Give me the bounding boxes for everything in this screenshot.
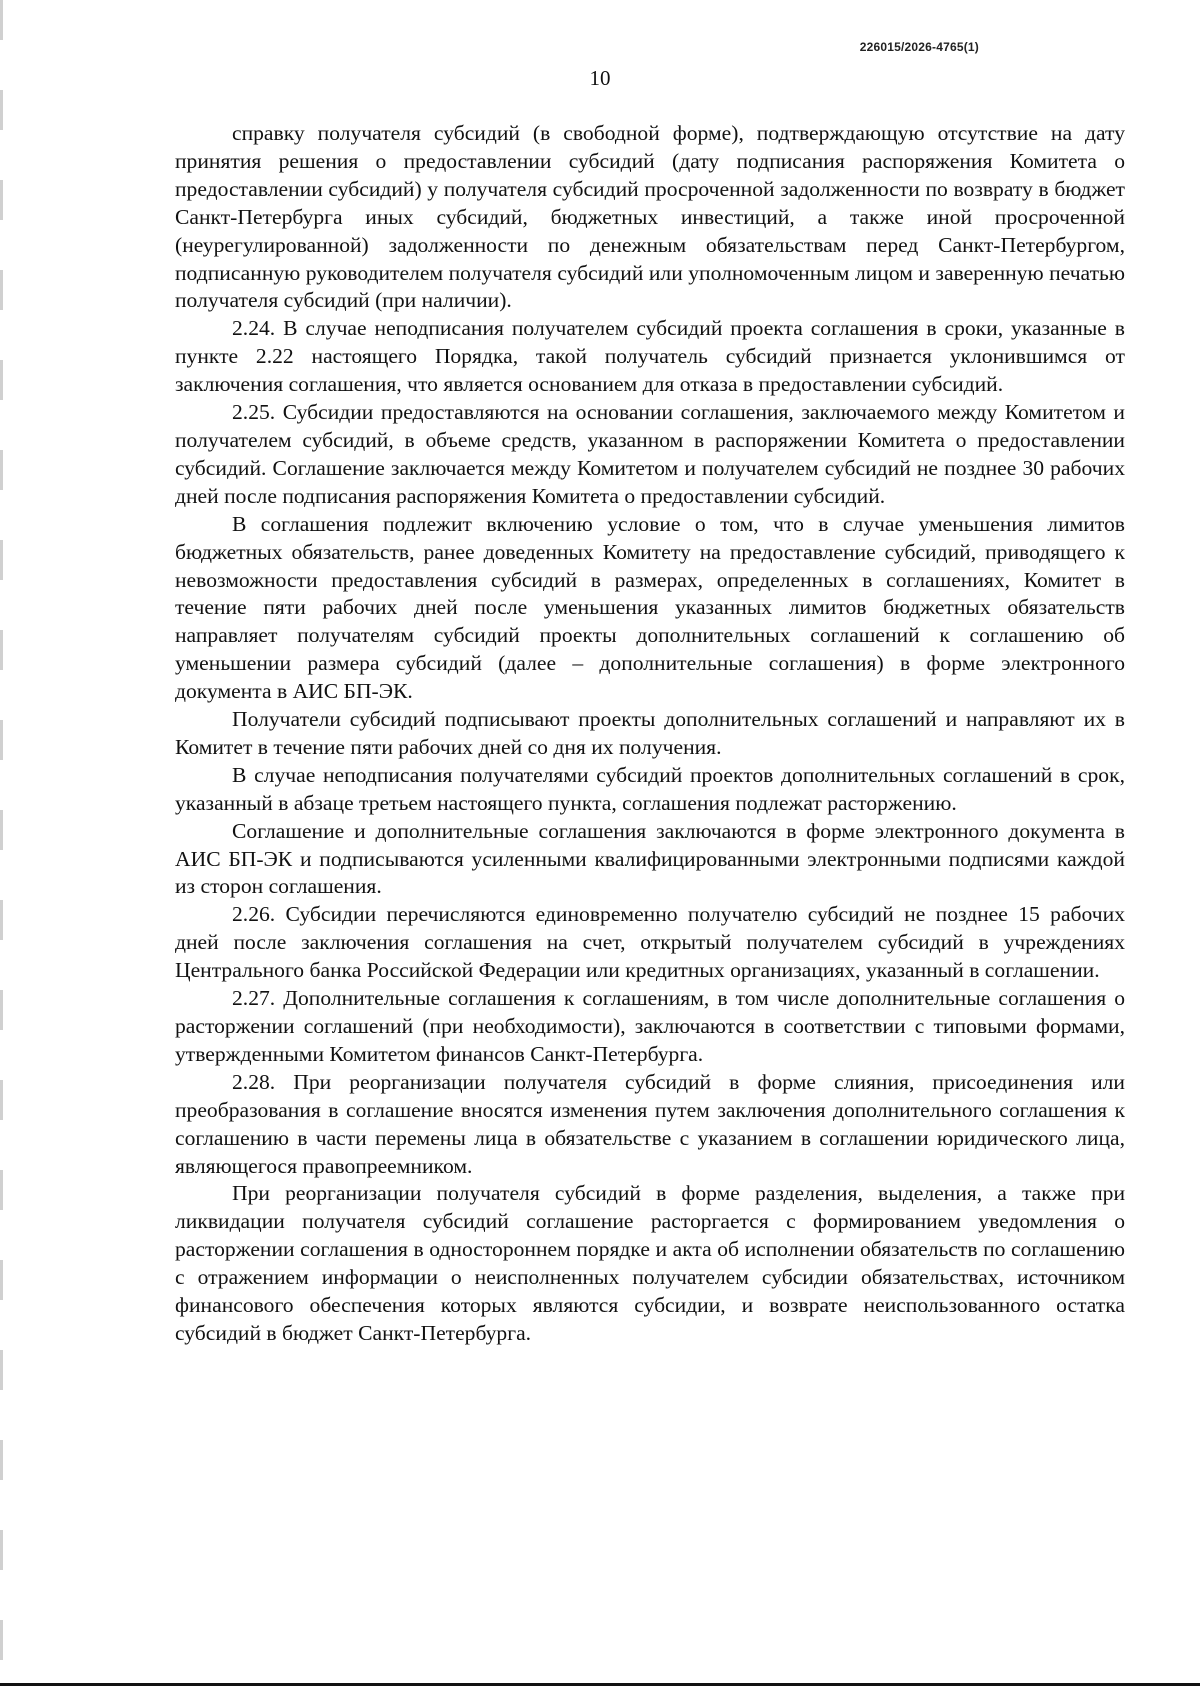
scan-bottom-border	[0, 1683, 1200, 1686]
page-number: 10	[589, 66, 611, 90]
paragraph-2-25-termination: В случае неподписания получателями субсидий проектов дополнительных соглашений в срок, указанный в абзаце третьем настоящего пункта, соглашения подлежат расторжению.	[175, 762, 1125, 815]
paragraph-2-28: 2.28. При реорганизации получателя субсидий в форме слияния, присоединения или преобразования в соглашение вносятся изменения путем заключения дополнительного соглашения к соглашению в части перемены лица в обязательстве с указанием в соглашении юридического лица, являющегося правопреемником.	[175, 1069, 1125, 1178]
document-registration-number: 226015/2026-4765(1)	[859, 40, 979, 54]
paragraph-2-28-division: При реорганизации получателя субсидий в форме разделения, выделения, а также при ликвидации получателя субсидий соглашение расторгается с формированием уведомления о расторжении соглашения в одностороннем порядке и акта об исполнении обязательств по соглашению с отражением информации о неисполненных получателем субсидии обязательствах, источником финансового обеспечения которых являются субсидии, и возврате неиспользованного остатка субсидий в бюджет Санкт-Петербурга.	[175, 1181, 1125, 1345]
paragraph-2-25-limits: В соглашения подлежит включению условие о том, что в случае уменьшения лимитов бюджетных обязательств, ранее доведенных Комитету на предоставление субсидий, приводящего к невозможности предоставления субсидий в размерах, определенных в соглашениях, Комитет в течение пяти рабочих дней после уменьшения указанных лимитов бюджетных обязательств направляет получателям субсидий проекты дополнительных соглашений к соглашению об уменьшении размера субсидий (далее – дополнительные соглашения) в форме электронного документа в АИС БП-ЭК.	[175, 511, 1125, 704]
scan-edge	[0, 0, 3, 1692]
paragraph-2-25-electronic-form: Соглашение и дополнительные соглашения заключаются в форме электронного документа в АИС БП-ЭК и подписываются усиленными квалифицированными электронными подписями каждой из сторон соглашения.	[175, 818, 1125, 899]
paragraph-2-26: 2.26. Субсидии перечисляются единовременно получателю субсидий не позднее 15 рабочих дней после заключения соглашения на счет, открытый получателем субсидий в учреждениях Центрального банка Российской Федерации или кредитных организациях, указанный в соглашении.	[175, 902, 1125, 983]
paragraph-2-24: 2.24. В случае неподписания получателем субсидий проекта соглашения в сроки, указанные в пункте 2.22 настоящего Порядка, такой получатель субсидий признается уклонившимся от заключения соглашения, что является основанием для отказа в предоставлении субсидий.	[175, 316, 1125, 397]
paragraph-2-25: 2.25. Субсидии предоставляются на основании соглашения, заключаемого между Комитетом и получателем субсидий, в объеме средств, указанном в распоряжении Комитета о предоставлении субсидий. Соглашение заключается между Комитетом и получателем субсидий не позднее 30 рабочих дней после подписания распоряжения Комитета о предоставлении субсидий.	[175, 400, 1125, 508]
document-body	[175, 120, 1125, 1348]
paragraph-2-27: 2.27. Дополнительные соглашения к соглашениям, в том числе дополнительные соглашения о расторжении соглашений (при необходимости), заключаются в соответствии с типовыми формами, утвержденными Комитетом финансов Санкт-Петербурга.	[175, 986, 1125, 1066]
paragraph-certificate-continuation: справку получателя субсидий (в свободной форме), подтверждающую отсутствие на дату принятия решения о предоставлении субсидий (дату подписания распоряжения Комитета о предоставлении субсидий) у получателя субсидий просроченной задолженности по возврату в бюджет Санкт-Петербурга иных субсидий, бюджетных инвестиций, а также иной просроченной (неурегулированной) задолженности по денежным обязательствам перед Санкт-Петербургом, подписанную руководителем получателя субсидий или уполномоченным лицом и заверенную печатью получателя субсидий (при наличии).	[175, 121, 1125, 313]
paragraph-2-25-signing: Получатели субсидий подписывают проекты дополнительных соглашений и направляют их в Комитет в течение пяти рабочих дней со дня их получения.	[175, 707, 1125, 759]
